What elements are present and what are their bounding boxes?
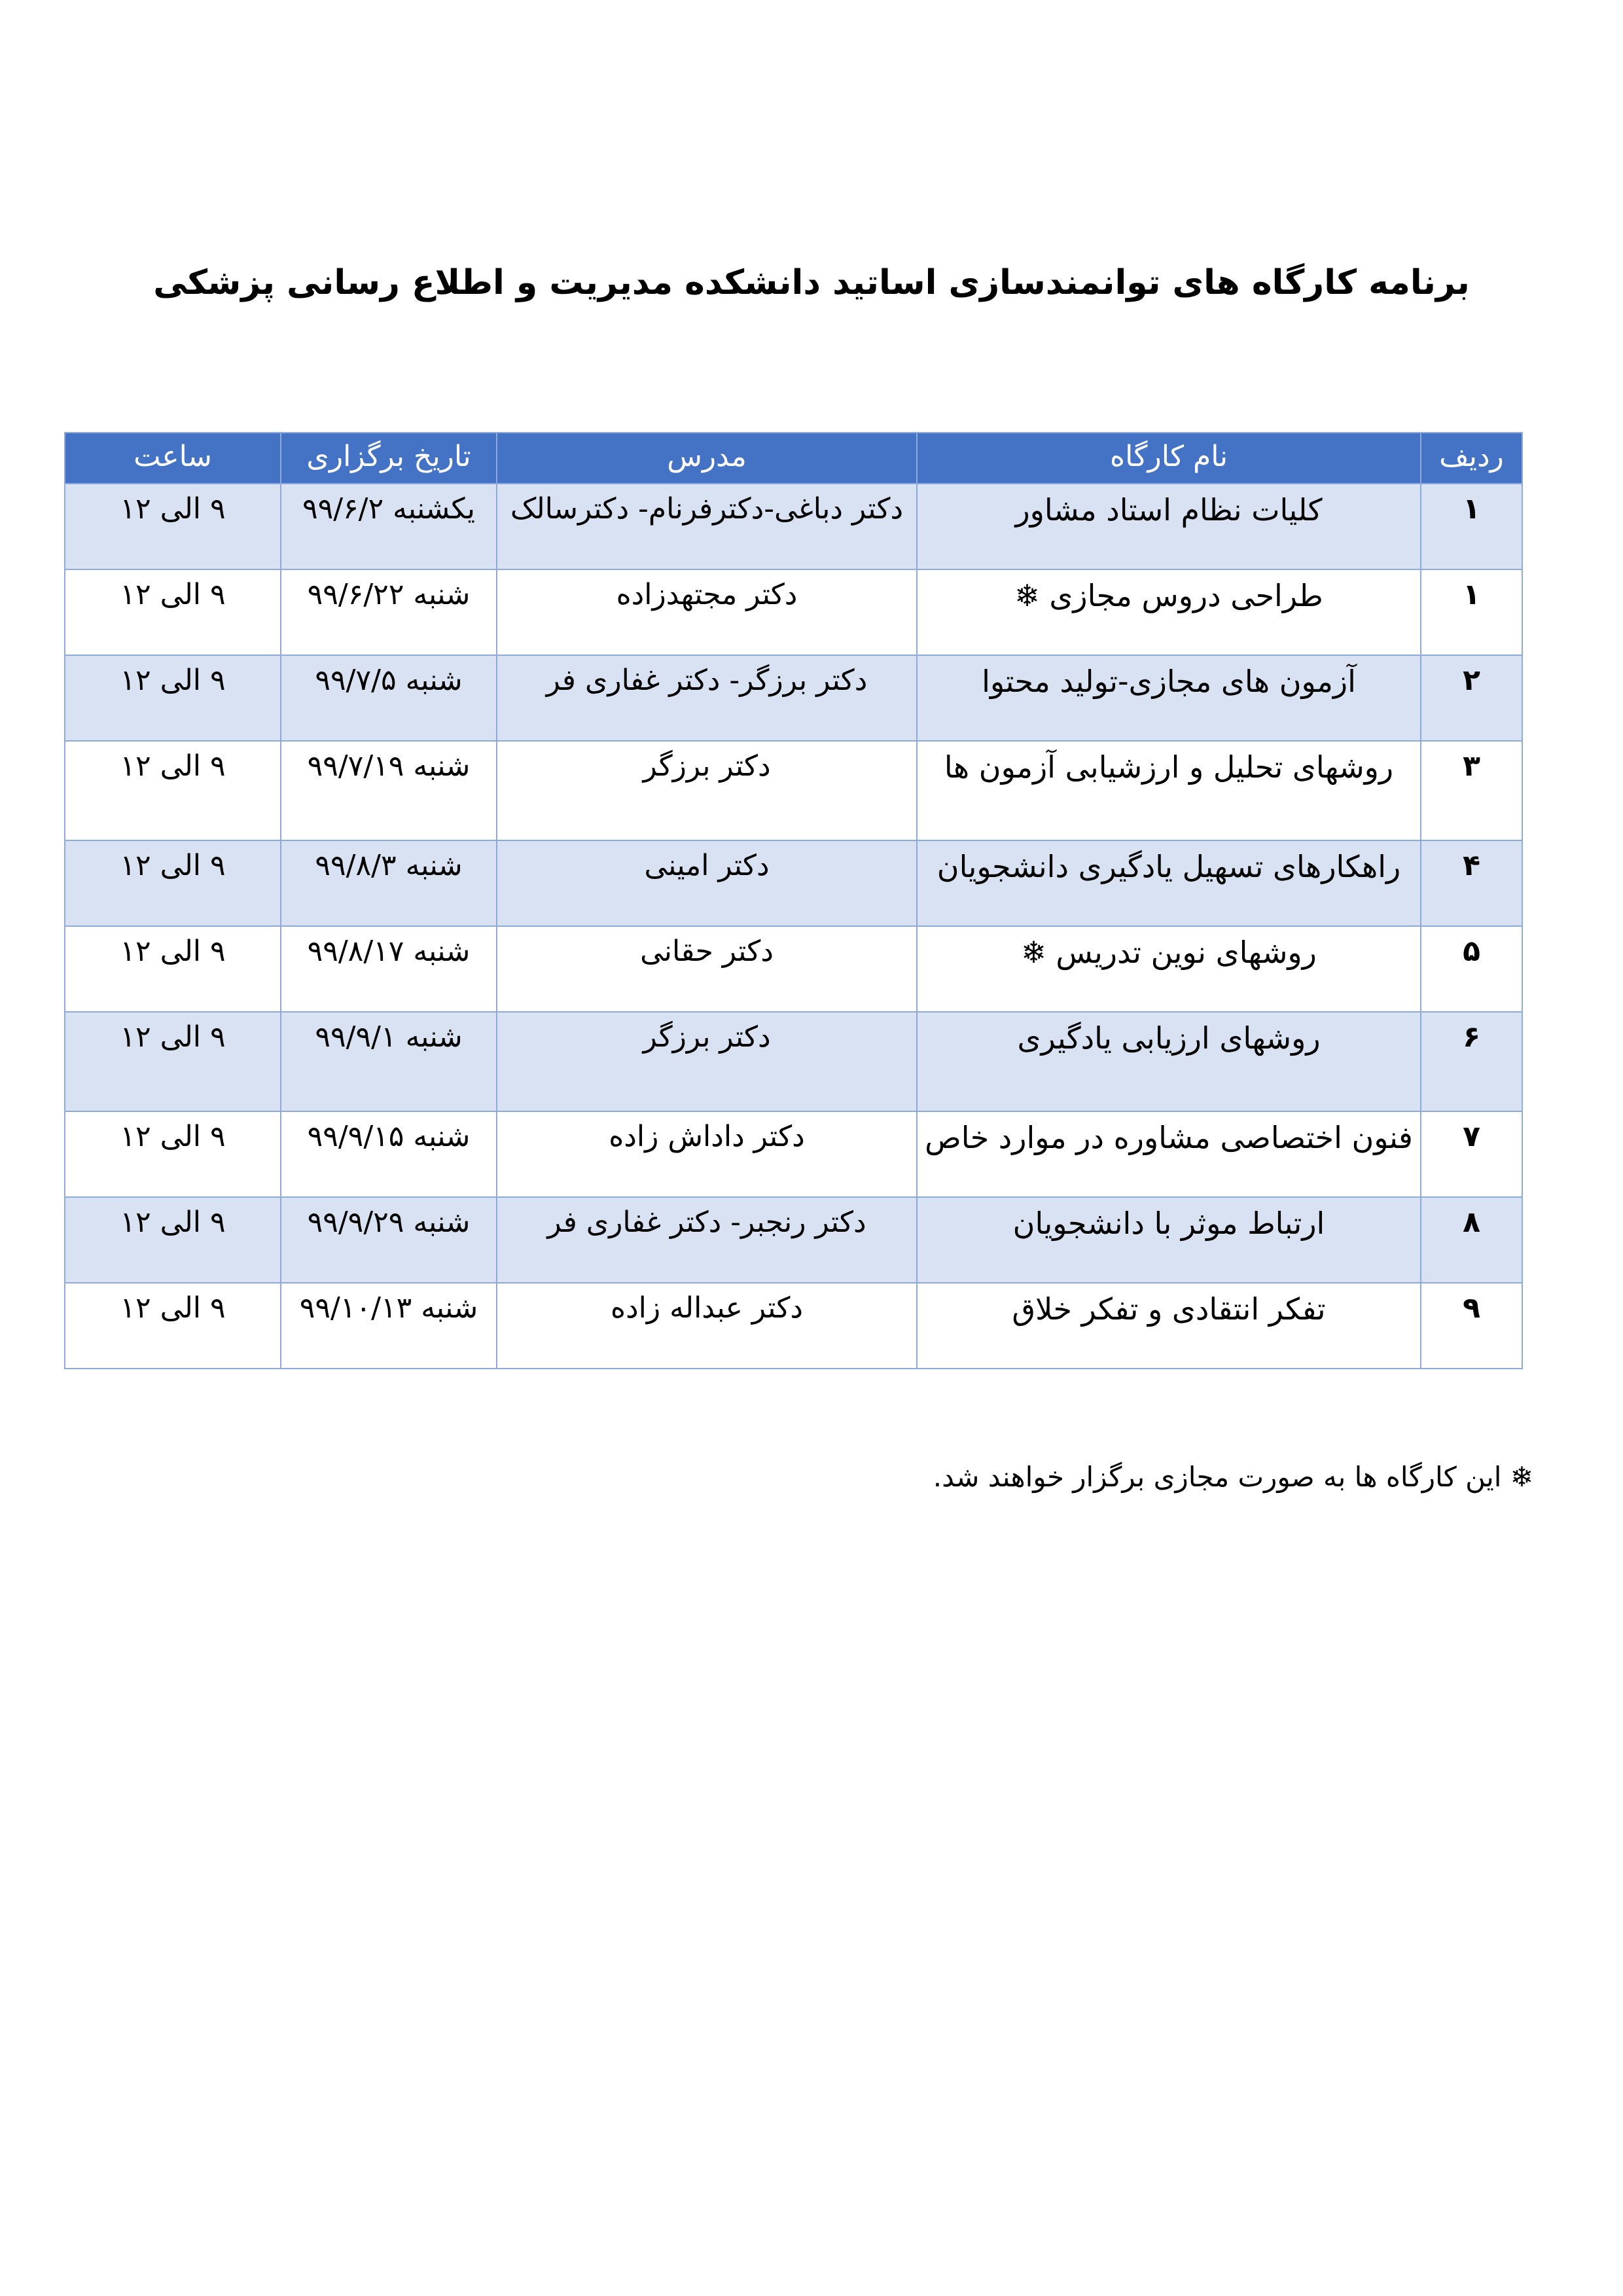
row-number-cell: ۴ [1421,840,1522,926]
row-number-cell: ۳ [1421,741,1522,840]
instructor-cell: دکتر حقانی [497,926,917,1012]
row-number-cell: ۹ [1421,1283,1522,1369]
row-number-cell: ۶ [1421,1012,1522,1111]
time-cell: ۹ الی ۱۲ [65,741,281,840]
table-row [65,926,1522,1012]
row-number-cell: ۱ [1421,569,1522,655]
instructor-cell: دکتر برزگر [497,1012,917,1111]
virtual-workshop-footnote: ❄ این کارگاه ها به صورت مجازی برگزار خواهند شد. [933,1461,1533,1493]
date-cell: یکشنبه ۹۹/۶/۲ [281,484,497,569]
instructor-cell: دکتر مجتهدزاده [497,569,917,655]
row-number-cell: ۲ [1421,655,1522,741]
header-time: ساعت [65,433,281,484]
time-cell: ۹ الی ۱۲ [65,1197,281,1283]
workshop-name-cell: طراحی دروس مجازی ❄ [917,569,1421,655]
workshop-name-cell: روشهای ارزیابی یادگیری [917,1012,1421,1111]
workshop-name-cell: راهکارهای تسهیل یادگیری دانشجویان [917,840,1421,926]
table-row [65,1283,1522,1369]
instructor-cell: دکتر عبداله زاده [497,1283,917,1369]
workshop-name-cell: فنون اختصاصی مشاوره در موارد خاص [917,1111,1421,1197]
header-date: تاریخ برگزاری [281,433,497,484]
date-cell: شنبه ۹۹/۶/۲۲ [281,569,497,655]
time-cell: ۹ الی ۱۲ [65,655,281,741]
time-cell: ۹ الی ۱۲ [65,1012,281,1111]
date-cell: شنبه ۹۹/۸/۳ [281,840,497,926]
instructor-cell: دکتر دباغی-دکترفرنام- دکترسالک [497,484,917,569]
date-cell: شنبه ۹۹/۹/۱ [281,1012,497,1111]
header-workshop-name: نام کارگاه [917,433,1421,484]
time-cell: ۹ الی ۱۲ [65,569,281,655]
time-cell: ۹ الی ۱۲ [65,840,281,926]
time-cell: ۹ الی ۱۲ [65,1111,281,1197]
table-row [65,1197,1522,1283]
date-cell: شنبه ۹۹/۱۰/۱۳ [281,1283,497,1369]
workshop-name-cell: روشهای تحلیل و ارزشیابی آزمون ها [917,741,1421,840]
table-row [65,741,1522,840]
instructor-cell: دکتر برزگر [497,741,917,840]
date-cell: شنبه ۹۹/۸/۱۷ [281,926,497,1012]
row-number-cell: ۸ [1421,1197,1522,1283]
header-row-number: ردیف [1421,433,1522,484]
table-row [65,1012,1522,1111]
table-row [65,484,1522,569]
instructor-cell: دکتر رنجبر- دکتر غفاری فر [497,1197,917,1283]
workshop-name-cell: روشهای نوین تدریس ❄ [917,926,1421,1012]
instructor-cell: دکتر برزگر- دکتر غفاری فر [497,655,917,741]
row-number-cell: ۱ [1421,484,1522,569]
page-title: برنامه کارگاه های توانمندسازی اساتید دانشکده مدیریت و اطلاع رسانی پزشکی [153,263,1470,302]
workshop-name-cell: کلیات نظام استاد مشاور [917,484,1421,569]
date-cell: شنبه ۹۹/۷/۵ [281,655,497,741]
workshop-name-cell: ارتباط موثر با دانشجویان [917,1197,1421,1283]
time-cell: ۹ الی ۱۲ [65,1283,281,1369]
header-instructor: مدرس [497,433,917,484]
row-number-cell: ۷ [1421,1111,1522,1197]
table-row [65,569,1522,655]
time-cell: ۹ الی ۱۲ [65,926,281,1012]
table-row [65,655,1522,741]
table-row [65,1111,1522,1197]
workshop-name-cell: تفکر انتقادی و تفکر خلاق [917,1283,1421,1369]
row-number-cell: ۵ [1421,926,1522,1012]
table-header-row [65,433,1522,484]
date-cell: شنبه ۹۹/۷/۱۹ [281,741,497,840]
table-row [65,840,1522,926]
workshop-table [64,432,1523,1369]
date-cell: شنبه ۹۹/۹/۱۵ [281,1111,497,1197]
instructor-cell: دکتر امینی [497,840,917,926]
workshop-name-cell: آزمون های مجازی-تولید محتوا [917,655,1421,741]
date-cell: شنبه ۹۹/۹/۲۹ [281,1197,497,1283]
instructor-cell: دکتر داداش زاده [497,1111,917,1197]
time-cell: ۹ الی ۱۲ [65,484,281,569]
